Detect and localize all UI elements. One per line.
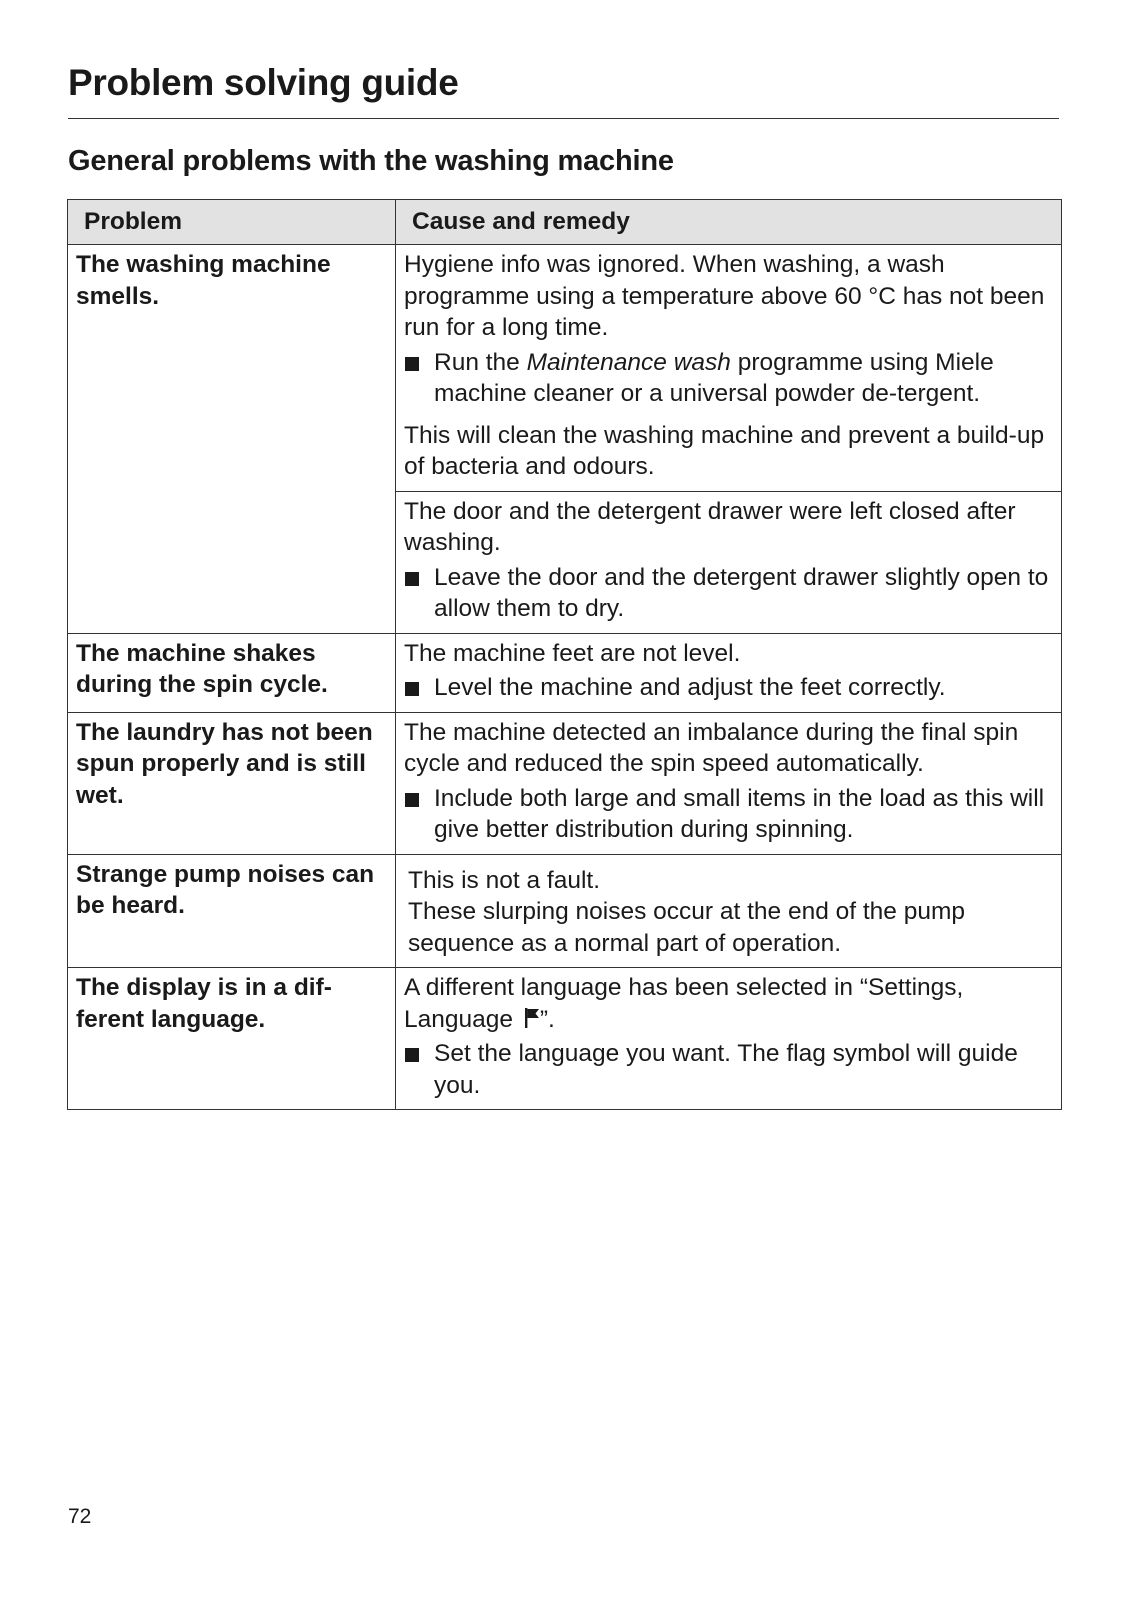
- cause-cell: [396, 854, 1062, 968]
- table-header-row: [68, 200, 1062, 245]
- remedy-item: [404, 347, 1051, 410]
- cause-cell: [396, 712, 1062, 854]
- problem-table: [67, 199, 1062, 1110]
- page-title: Problem solving guide: [68, 62, 459, 103]
- cause-cell: [396, 633, 1062, 712]
- cause-text: [404, 972, 1051, 1035]
- cause-cell: [396, 491, 1062, 633]
- table-row: [68, 712, 1062, 854]
- bullet-square-icon: [405, 572, 419, 586]
- cause-cell: [396, 968, 1062, 1110]
- table-row: [68, 854, 1062, 968]
- remedy-text: Include both large and small items in the load as this will give better distribution during spinning.: [434, 784, 1045, 843]
- remedy-item: [404, 672, 1051, 704]
- bullet-square-icon: [405, 682, 419, 696]
- programme-name: Maintenance wash: [526, 348, 731, 376]
- section-title: General problems with the washing machine: [68, 145, 674, 177]
- cause-text: The machine feet are not level.: [404, 639, 741, 667]
- table-row: [68, 968, 1062, 1110]
- problem-cell: The laundry has not been spun properly and is still wet.: [68, 712, 396, 854]
- remedy-text: Leave the door and the detergent drawer slightly open to allow them to dry.: [434, 563, 1049, 622]
- remedy-item: [404, 783, 1051, 846]
- cause-text: Hygiene info was ignored. When washing, a wash programme using a temperature above 60 °C has not been run for a long time.: [404, 251, 1045, 341]
- cause-cell: [396, 245, 1062, 492]
- cause-note: This will clean the washing machine and prevent a build-up of bacteria and odours.: [404, 421, 1045, 480]
- bullet-square-icon: [405, 1048, 419, 1062]
- header-cause: Cause and remedy: [396, 200, 1062, 245]
- title-divider: [68, 118, 1059, 119]
- cause-text-pre: A different language has been selected in “Settings, Language: [404, 974, 964, 1033]
- remedy-text-pre: Run the: [434, 348, 527, 376]
- remedy-text: Set the language you want. The flag symbol will guide you.: [434, 1040, 1018, 1099]
- problem-cell: The washing machine smells.: [68, 245, 396, 634]
- page-number: 72: [68, 1505, 92, 1528]
- problem-cell: Strange pump noises can be heard.: [68, 854, 396, 968]
- flag-icon: [520, 1006, 540, 1033]
- bullet-square-icon: [405, 793, 419, 807]
- header-problem: Problem: [68, 200, 396, 245]
- remedy-text-post: programme using Miele machine cleaner or a universal powder de-tergent.: [434, 348, 994, 407]
- cause-note: These slurping noises occur at the end of the pump sequence as a normal part of operation.: [408, 898, 966, 957]
- remedy-item: [404, 1038, 1051, 1101]
- problem-cell: The display is in a dif-ferent language.: [68, 968, 396, 1110]
- bullet-square-icon: [405, 357, 419, 371]
- remedy-item: [404, 562, 1051, 625]
- cause-text: The machine detected an imbalance during the final spin cycle and reduced the spin speed automatically.: [404, 718, 1019, 777]
- table-row: [68, 245, 1062, 492]
- table-row: [68, 633, 1062, 712]
- cause-text: This is not a fault.: [408, 866, 601, 894]
- cause-text: The door and the detergent drawer were left closed after washing.: [404, 497, 1016, 556]
- problem-cell: The machine shakes during the spin cycle.: [68, 633, 396, 712]
- cause-text-post: ”.: [539, 1005, 555, 1033]
- remedy-text: Level the machine and adjust the feet correctly.: [434, 674, 946, 701]
